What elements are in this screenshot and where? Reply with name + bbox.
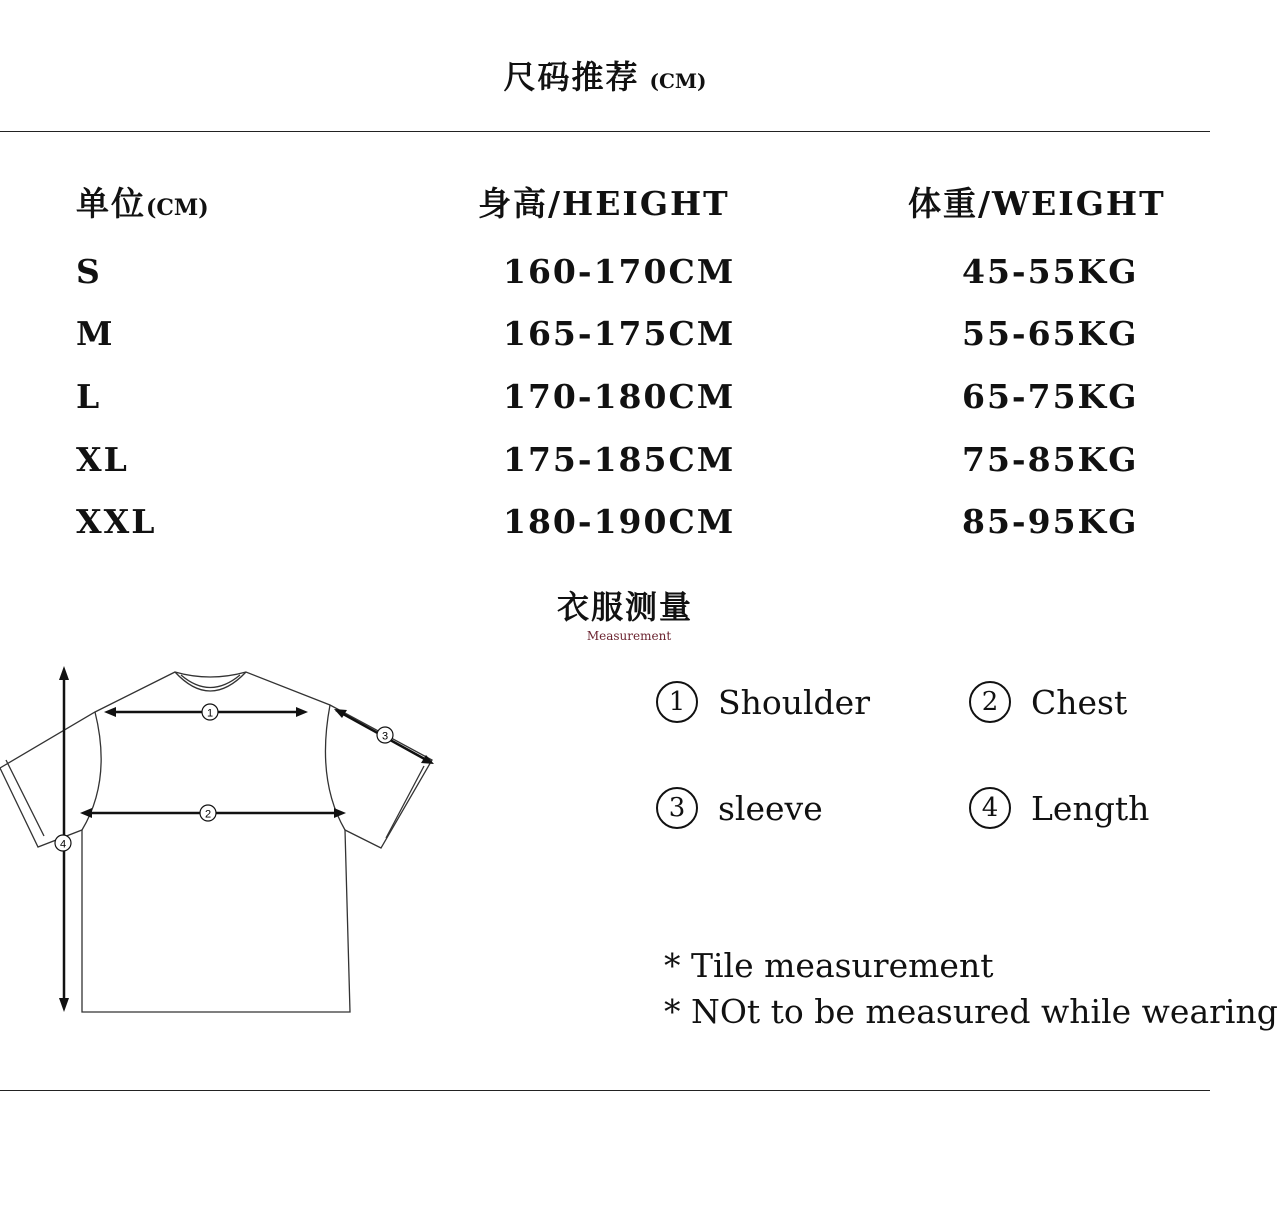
diagram-marker-1 bbox=[202, 704, 218, 720]
legend-shoulder bbox=[656, 681, 870, 723]
legend-label-length: Length bbox=[1031, 788, 1150, 828]
size-xl: XL bbox=[76, 440, 129, 479]
note-not-while-wearing: * NOt to be measured while wearing bbox=[664, 992, 1278, 1031]
weight-m: 55-65KG bbox=[962, 314, 1139, 353]
header-unit-suffix: (CM) bbox=[146, 195, 209, 221]
height-xxl: 180-190CM bbox=[503, 502, 736, 541]
legend-chest bbox=[969, 681, 1127, 723]
measurement-subtitle: Measurement bbox=[586, 629, 672, 643]
size-l: L bbox=[76, 377, 102, 416]
legend-label-sleeve: sleeve bbox=[718, 788, 823, 828]
legend-number-1: 1 bbox=[656, 681, 698, 723]
page-title-text: 尺码推荐 bbox=[503, 58, 640, 96]
note-tile-measurement: * Tile measurement bbox=[664, 946, 994, 985]
svg-text:3: 3 bbox=[381, 730, 389, 743]
size-xxl: XXL bbox=[76, 502, 157, 541]
weight-l: 65-75KG bbox=[962, 377, 1139, 416]
height-l: 170-180CM bbox=[503, 377, 736, 416]
size-s: S bbox=[76, 252, 102, 291]
svg-text:1: 1 bbox=[206, 707, 214, 720]
height-m: 165-175CM bbox=[503, 314, 736, 353]
legend-length bbox=[969, 787, 1149, 829]
header-unit bbox=[76, 178, 209, 225]
weight-xxl: 85-95KG bbox=[962, 502, 1139, 541]
arrowheads bbox=[59, 666, 434, 1012]
legend-label-shoulder: Shoulder bbox=[718, 682, 870, 722]
top-divider bbox=[0, 131, 1210, 132]
svg-text:4: 4 bbox=[59, 838, 67, 851]
measurement-title: 衣服测量 bbox=[556, 588, 693, 626]
header-weight: 体重/WEIGHT bbox=[908, 184, 1166, 223]
size-m: M bbox=[76, 314, 115, 353]
diagram-marker-2 bbox=[200, 805, 216, 821]
header-unit-label: 单位 bbox=[76, 184, 146, 223]
legend-sleeve bbox=[656, 787, 823, 829]
svg-text:2: 2 bbox=[204, 808, 212, 821]
diagram-marker-4 bbox=[55, 835, 71, 851]
legend-number-4: 4 bbox=[969, 787, 1011, 829]
tshirt-diagram bbox=[0, 660, 460, 1030]
bottom-divider bbox=[0, 1090, 1210, 1091]
diagram-marker-3 bbox=[377, 727, 393, 743]
header-height: 身高/HEIGHT bbox=[478, 184, 730, 223]
legend-number-3: 3 bbox=[656, 787, 698, 829]
weight-xl: 75-85KG bbox=[962, 440, 1139, 479]
page-title bbox=[0, 52, 1210, 98]
measure-lines bbox=[64, 678, 430, 1002]
height-xl: 175-185CM bbox=[503, 440, 736, 479]
height-s: 160-170CM bbox=[503, 252, 736, 291]
legend-number-2: 2 bbox=[969, 681, 1011, 723]
page-title-unit: (CM) bbox=[649, 69, 707, 93]
weight-s: 45-55KG bbox=[962, 252, 1139, 291]
legend-label-chest: Chest bbox=[1031, 682, 1128, 722]
